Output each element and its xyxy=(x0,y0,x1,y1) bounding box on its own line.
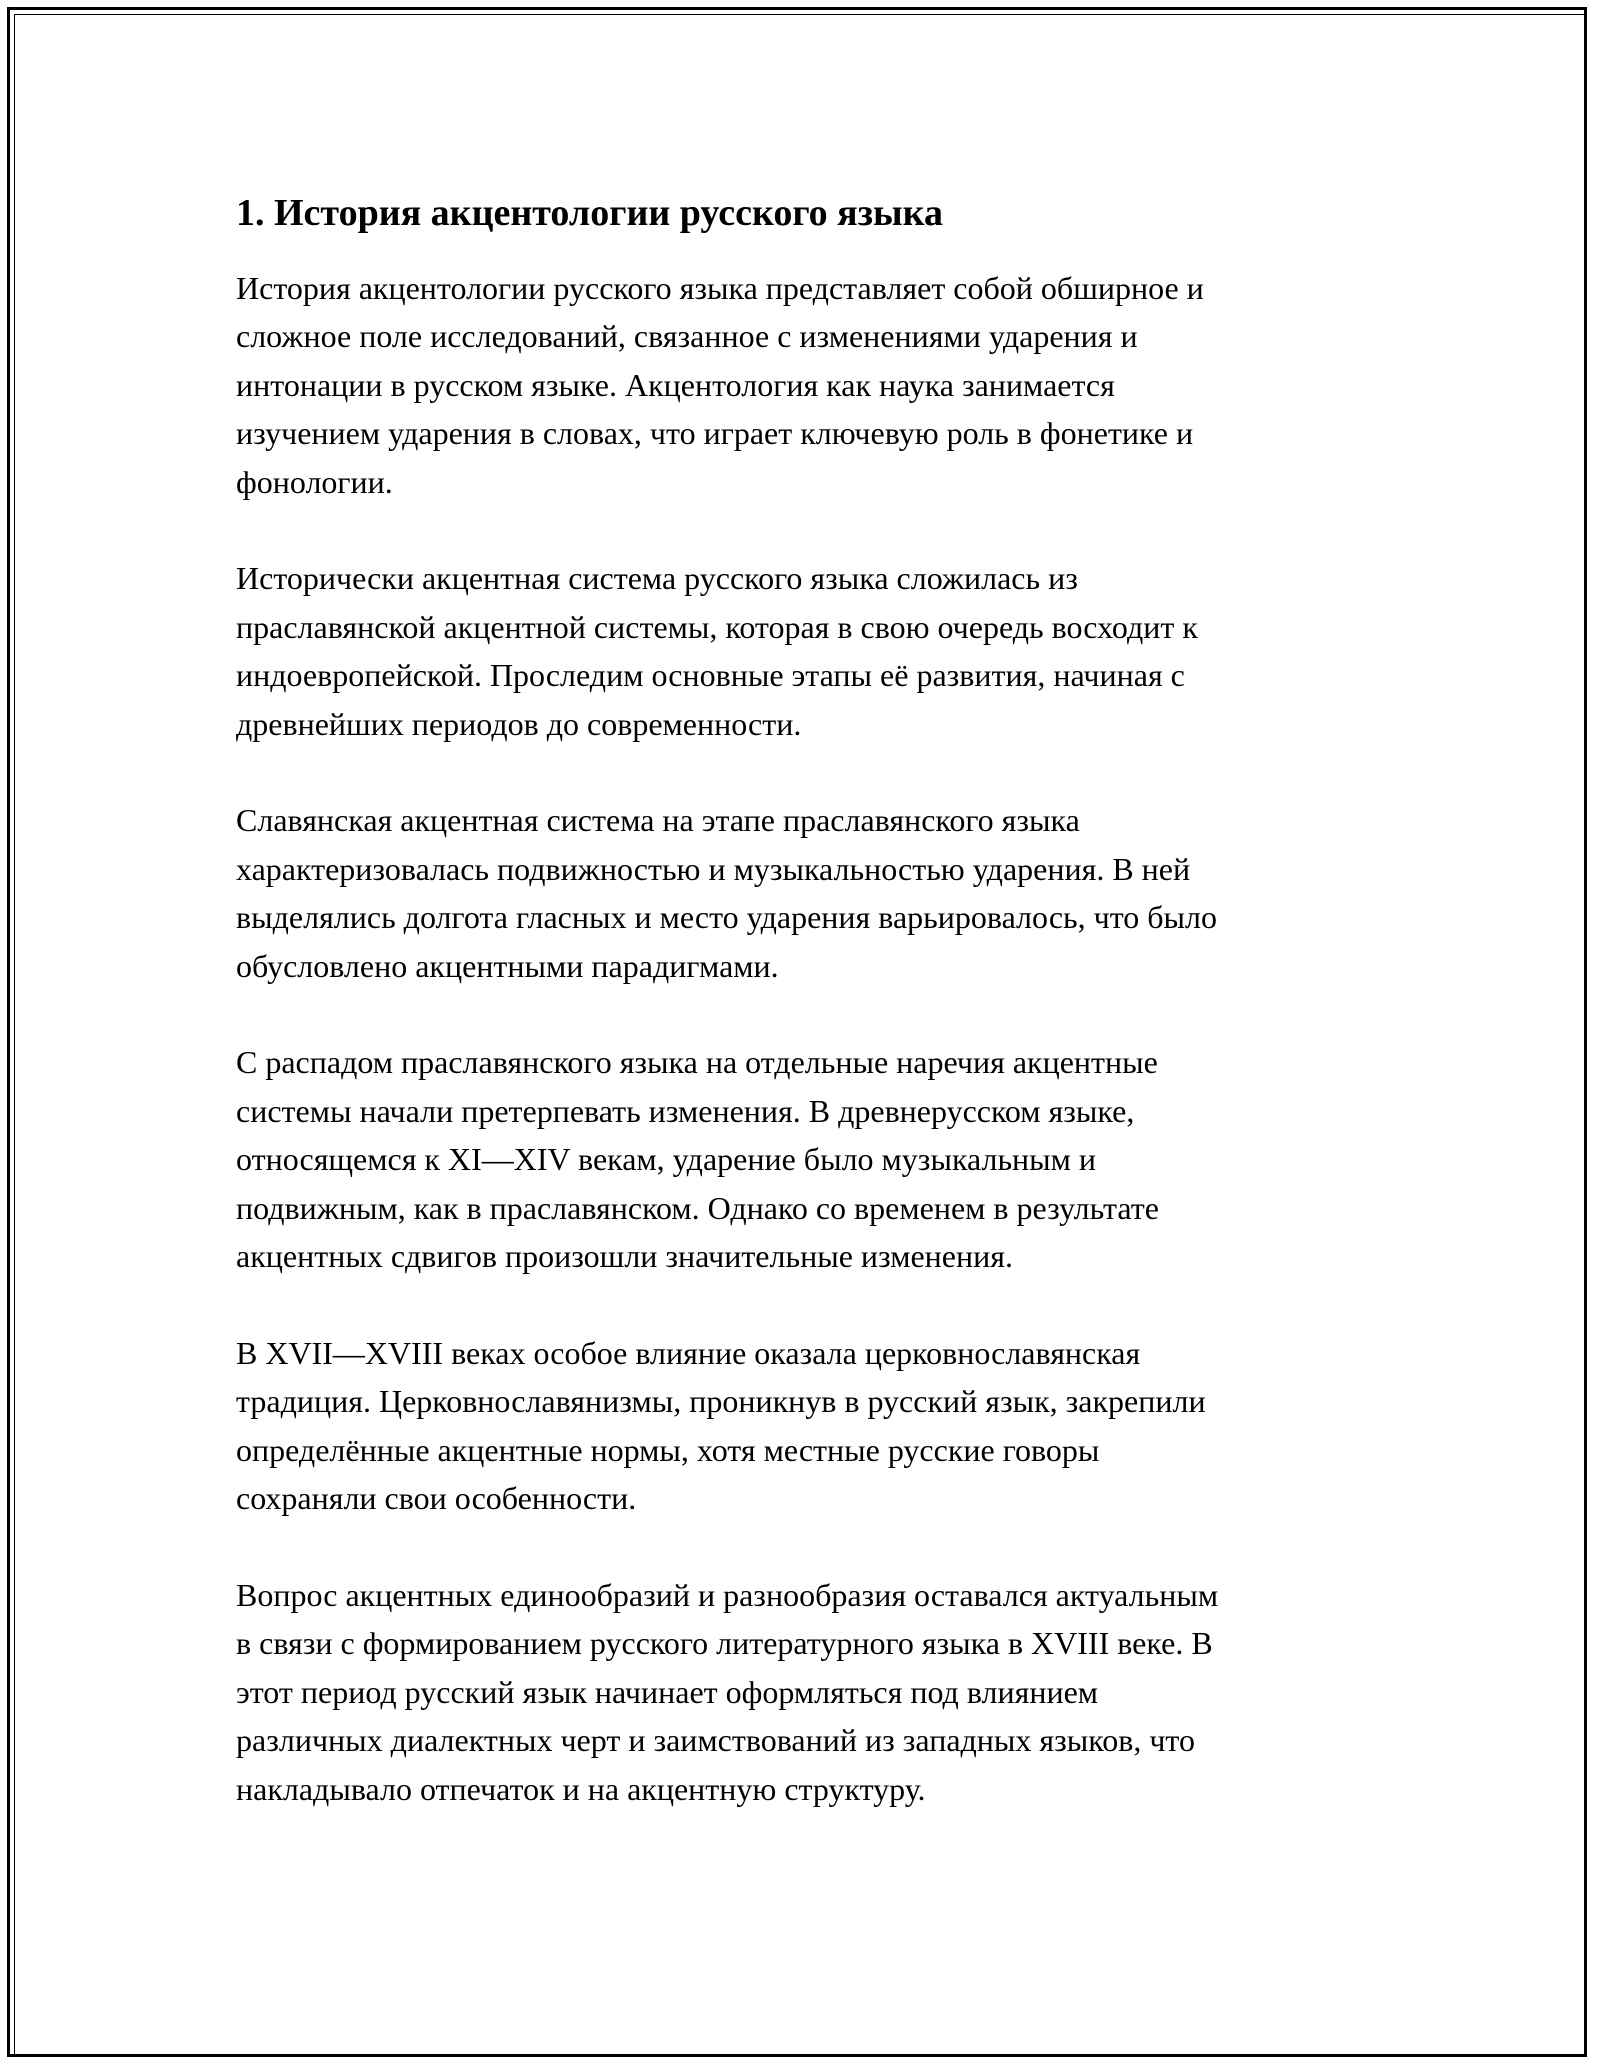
text-line: индоевропейской. Проследим основные этапы её развития, начиная с xyxy=(236,657,1185,694)
text-line: изучением ударения в словах, что играет ключевую роль в фонетике и xyxy=(236,415,1194,452)
paragraph-3 xyxy=(236,796,1376,990)
text-line: системы начали претерпевать изменения. В древнерусском языке, xyxy=(236,1092,1135,1129)
text-line: характеризовалась подвижностью и музыкальностью ударения. В ней xyxy=(236,850,1191,887)
text-line: сложное поле исследований, связанное с изменениями ударения и xyxy=(236,318,1138,355)
text-line: праславянской акцентной системы, которая в свою очередь восходит к xyxy=(236,608,1198,645)
text-line: фонологии. xyxy=(236,463,393,500)
text-line: в связи с формированием русского литературного языка в XVIII веке. В xyxy=(236,1625,1213,1662)
paragraph-4 xyxy=(236,1038,1376,1280)
text-line: История акцентологии русского языка представляет собой обширное и xyxy=(236,270,1204,306)
text-line: Славянская акцентная система на этапе праславянского языка xyxy=(236,802,1080,839)
text-line: относящемся к XI—XIV векам, ударение было музыкальным и xyxy=(236,1141,1097,1178)
text-line: подвижным, как в праславянском. Однако со временем в результате xyxy=(236,1189,1159,1226)
paragraph-2 xyxy=(236,554,1376,748)
section-heading: 1. История акцентологии русского языка xyxy=(236,192,943,234)
text-line: традиция. Церковнославянизмы, проникнув в русский язык, закрепили xyxy=(236,1383,1206,1420)
paragraph-5 xyxy=(236,1329,1376,1523)
document-body xyxy=(236,188,1376,1861)
paragraph-1 xyxy=(236,264,1376,506)
text-line: накладывало отпечаток и на акцентную структуру. xyxy=(236,1770,926,1807)
text-line: различных диалектных черт и заимствований из западных языков, что xyxy=(236,1722,1195,1759)
text-line: Исторически акцентная система русского языка сложилась из xyxy=(236,560,1078,597)
text-line: С распадом праславянского языка на отдельные наречия акцентные xyxy=(236,1044,1158,1081)
text-line: В XVII—XVIII веках особое влияние оказала церковнославянская xyxy=(236,1334,1141,1371)
text-line: сохраняли свои особенности. xyxy=(236,1480,637,1517)
text-line: определённые акцентные нормы, хотя местные русские говоры xyxy=(236,1431,1100,1468)
paragraph-6 xyxy=(236,1571,1376,1813)
text-line: интонации в русском языке. Акцентология как наука занимается xyxy=(236,366,1115,403)
text-line: этот период русский язык начинает оформляться под влиянием xyxy=(236,1673,1099,1710)
text-line: акцентных сдвигов произошли значительные изменения. xyxy=(236,1238,1013,1275)
text-line: обусловлено акцентными парадигмами. xyxy=(236,947,779,984)
text-line: Вопрос акцентных единообразий и разнообразия оставался актуальным xyxy=(236,1576,1219,1613)
text-line: древнейших периодов до современности. xyxy=(236,705,802,742)
text-line: выделялись долгота гласных и место ударения варьировалось, что было xyxy=(236,899,1218,936)
